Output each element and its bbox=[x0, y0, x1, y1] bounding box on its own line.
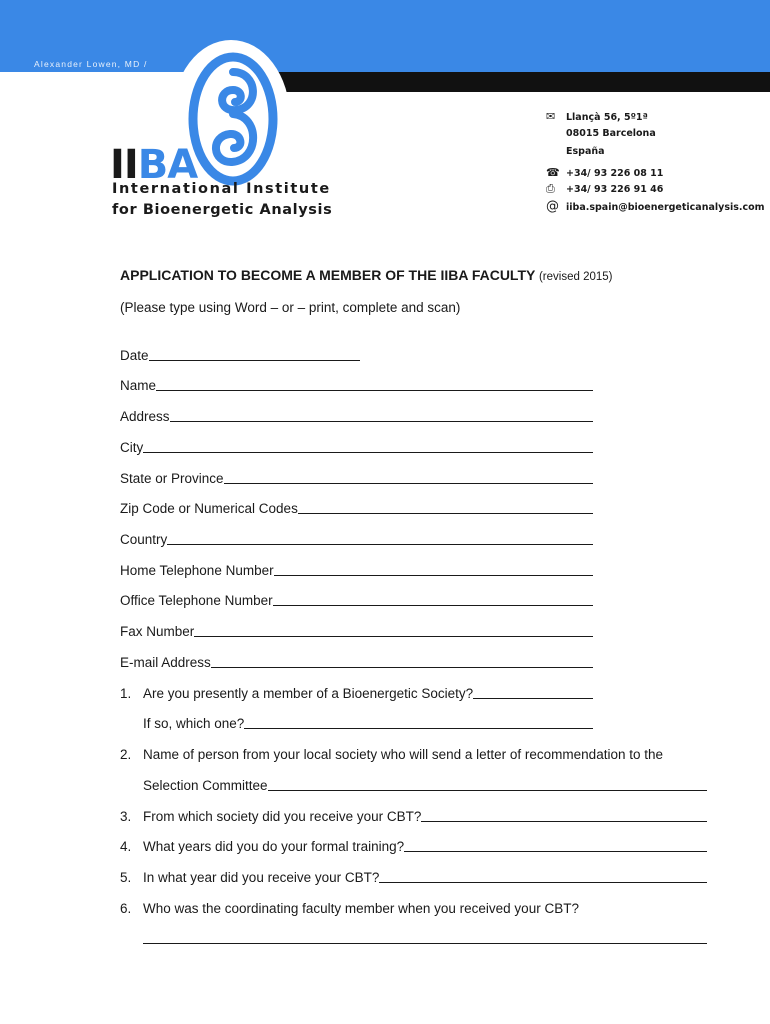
question-5-label: In what year did you receive your CBT? bbox=[143, 870, 380, 885]
question-6-input-line[interactable] bbox=[143, 943, 707, 944]
question-2-number: 2. bbox=[120, 747, 132, 762]
question-4[interactable] bbox=[120, 836, 707, 854]
email-field[interactable] bbox=[120, 652, 593, 670]
form-title: APPLICATION TO BECOME A MEMBER OF THE IIBA FACULTY (revised 2015) bbox=[120, 267, 613, 283]
fax-icon: ⎙ bbox=[546, 182, 555, 195]
address-label: Address bbox=[120, 409, 170, 424]
home-phone-field[interactable] bbox=[120, 560, 593, 578]
name-field[interactable] bbox=[120, 375, 593, 393]
question-3[interactable] bbox=[120, 806, 707, 824]
question-6-label: Who was the coordinating faculty member when you received your CBT? bbox=[143, 901, 579, 916]
question-5-input-line[interactable] bbox=[379, 881, 707, 883]
contact-address-line2: 08015 Barcelona bbox=[566, 128, 656, 139]
institute-name-line1: International Institute bbox=[112, 181, 331, 197]
home-phone-label: Home Telephone Number bbox=[120, 563, 274, 578]
state-label: State or Province bbox=[120, 471, 224, 486]
country-label: Country bbox=[120, 532, 168, 547]
office-phone-input-line[interactable] bbox=[273, 604, 593, 606]
question-4-input-line[interactable] bbox=[404, 850, 707, 852]
contact-address-line3: España bbox=[566, 146, 605, 157]
question-1-follow-input-line[interactable] bbox=[244, 727, 593, 729]
telephone-icon: ☎ bbox=[546, 166, 560, 179]
question-1-input-line[interactable] bbox=[473, 697, 593, 699]
home-phone-input-line[interactable] bbox=[274, 574, 593, 576]
office-phone-field[interactable] bbox=[120, 590, 593, 608]
question-5-number: 5. bbox=[120, 870, 132, 885]
question-1[interactable] bbox=[120, 683, 593, 701]
email-input-line[interactable] bbox=[211, 666, 593, 668]
fax-field[interactable] bbox=[120, 621, 593, 639]
contact-fax: ⎙ +34/ 93 226 91 46 bbox=[546, 182, 664, 195]
city-field[interactable] bbox=[120, 437, 593, 455]
question-1-follow[interactable] bbox=[143, 713, 593, 731]
address-field[interactable] bbox=[120, 406, 593, 424]
question-1-follow-label: If so, which one? bbox=[143, 716, 245, 731]
question-2-input-line[interactable] bbox=[268, 789, 707, 791]
question-2-follow-label: Selection Committee bbox=[143, 778, 268, 793]
question-6-number: 6. bbox=[120, 901, 132, 916]
question-3-number: 3. bbox=[120, 809, 132, 824]
city-label: City bbox=[120, 440, 144, 455]
fax-label: Fax Number bbox=[120, 624, 195, 639]
brand-ba: BA bbox=[137, 142, 198, 188]
fax-input-line[interactable] bbox=[194, 635, 593, 637]
header-tagline: Alexander Lowen, MD / bbox=[34, 59, 148, 69]
form-instructions: (Please type using Word – or – print, complete and scan) bbox=[120, 300, 461, 315]
envelope-icon: ✉ bbox=[546, 110, 556, 123]
contact-email: @ iiba.spain@bioenergeticanalysis.com bbox=[546, 199, 765, 214]
question-3-input-line[interactable] bbox=[421, 820, 707, 822]
question-6 bbox=[120, 898, 707, 916]
date-label: Date bbox=[120, 348, 149, 363]
zip-label: Zip Code or Numerical Codes bbox=[120, 501, 298, 516]
question-3-label: From which society did you receive your CBT? bbox=[143, 809, 422, 824]
zip-field[interactable] bbox=[120, 498, 593, 516]
city-input-line[interactable] bbox=[143, 451, 593, 453]
office-phone-label: Office Telephone Number bbox=[120, 593, 273, 608]
zip-input-line[interactable] bbox=[298, 512, 593, 514]
contact-phone: ☎ +34/ 93 226 08 11 bbox=[546, 166, 664, 179]
email-label: E-mail Address bbox=[120, 655, 211, 670]
brand-ii: II bbox=[110, 142, 138, 188]
name-input-line[interactable] bbox=[156, 389, 593, 391]
spiral-logo-icon bbox=[188, 50, 278, 188]
question-4-label: What years did you do your formal training? bbox=[143, 839, 405, 854]
state-input-line[interactable] bbox=[224, 482, 593, 484]
form-title-note: (revised 2015) bbox=[538, 271, 613, 283]
date-input-line[interactable] bbox=[149, 359, 360, 361]
at-sign-icon: @ bbox=[546, 199, 559, 214]
question-2 bbox=[120, 744, 707, 762]
question-5[interactable] bbox=[120, 867, 707, 885]
institute-name-line2: for Bioenergetic Analysis bbox=[112, 202, 333, 218]
state-field[interactable] bbox=[120, 468, 593, 486]
question-2-label: Name of person from your local society who will send a letter of recommendation to the bbox=[143, 747, 663, 762]
question-1-number: 1. bbox=[120, 686, 132, 701]
country-input-line[interactable] bbox=[167, 543, 593, 545]
date-field[interactable] bbox=[120, 345, 360, 363]
address-input-line[interactable] bbox=[170, 420, 593, 422]
contact-address-line1: ✉ Llançà 56, 5º1ª bbox=[546, 110, 648, 123]
question-1-label: Are you presently a member of a Bioenergetic Society? bbox=[143, 686, 474, 701]
question-4-number: 4. bbox=[120, 839, 132, 854]
country-field[interactable] bbox=[120, 529, 593, 547]
header-black-bar bbox=[270, 72, 770, 92]
name-label: Name bbox=[120, 378, 157, 393]
question-2-follow[interactable] bbox=[143, 775, 707, 793]
